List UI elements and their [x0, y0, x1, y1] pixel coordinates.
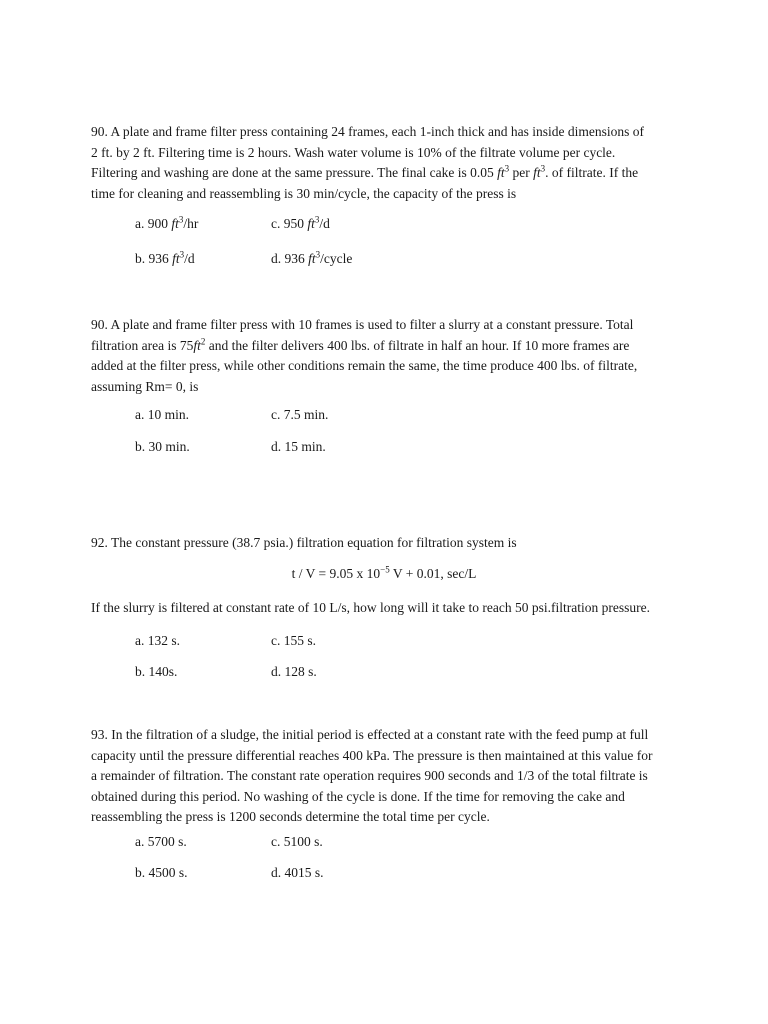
- option-c: c. 950 $ft^3/d$: [271, 214, 330, 231]
- option-c: c. 155 s.: [271, 633, 316, 648]
- question-text: [91, 315, 678, 397]
- question-92-prompt: If the slurry is filtered at constant rate of 10 L/s, how long will it take to reach 50 psi.filtration pressure.: [91, 600, 650, 615]
- option-d: d. 15 min.: [271, 439, 326, 454]
- option-b: b. 140s.: [135, 664, 178, 679]
- option-b: b. 936 $ft^3/d$: [135, 249, 195, 266]
- question-92-intro: 92. The constant pressure (38.7 psia.) filtration equation for filtration system is: [91, 535, 517, 550]
- question-90-filter-press-capacity: [91, 122, 678, 204]
- option-b: b. 4500 s.: [135, 865, 188, 880]
- question-line: Filtering and washing are done at the same pressure. The final cake is 0.05 $ft^3$ per $ft^3$. of filtrate. If the: [91, 163, 639, 180]
- question-line: 90. A plate and frame filter press with 10 frames is used to filter a slurry at a constant pressure. Total: [91, 317, 634, 332]
- option-a: a. 5700 s.: [135, 834, 187, 849]
- question-line: 2 ft. by 2 ft. Filtering time is 2 hours. Wash water volume is 10% of the filtrate volume per cycle.: [91, 144, 616, 160]
- question-line: reassembling the press is 1200 seconds determine the total time per cycle.: [91, 809, 490, 824]
- question-line: a remainder of filtration. The constant rate operation requires 900 seconds and 1/3 of the total filtrate is: [91, 768, 648, 783]
- question-text: [91, 122, 678, 204]
- question-90-filtration-time: [91, 315, 678, 397]
- option-d: d. 4015 s.: [271, 865, 324, 880]
- option-a: a. 10 min.: [135, 407, 189, 422]
- question-line: 90. A plate and frame filter press containing 24 frames, each 1-inch thick and has inside dimensions of: [91, 124, 644, 139]
- question-line: time for cleaning and reassembling is 30 min/cycle, the capacity of the press is: [91, 185, 517, 201]
- question-line: assuming Rm= 0, is: [91, 378, 199, 394]
- question-93-sludge-filtration: [91, 725, 678, 828]
- filtration-equation: t / V = 9.05 x $10^{-5}$ V + 0.01, sec/L: [291, 564, 477, 581]
- option-a: a. 132 s.: [135, 633, 180, 648]
- question-line: filtration area is $75ft^2$ and the filter delivers 400 lbs. of filtrate in half an hour. If 10 more frames are: [91, 336, 630, 353]
- question-line: added at the filter press, while other conditions remain the same, the time produce 400 lbs. of filtrate,: [91, 358, 638, 373]
- question-line: obtained during this period. No washing of the cycle is done. If the time for removing the cake and: [91, 788, 625, 804]
- question-text: [91, 725, 678, 828]
- option-d: d. 128 s.: [271, 664, 317, 679]
- option-d: d. 936 $ft^3$/cycle: [271, 249, 353, 266]
- option-a: a. 900 $ft^3/hr$: [135, 214, 199, 231]
- question-line: capacity until the pressure differential reaches 400 kPa. The pressure is then maintained at this value for: [91, 747, 653, 763]
- option-b: b. 30 min.: [135, 439, 190, 454]
- question-line: 93. In the filtration of a sludge, the initial period is effected at a constant rate with the feed pump at full: [91, 727, 649, 742]
- option-c: c. 5100 s.: [271, 834, 323, 849]
- option-c: c. 7.5 min.: [271, 407, 329, 422]
